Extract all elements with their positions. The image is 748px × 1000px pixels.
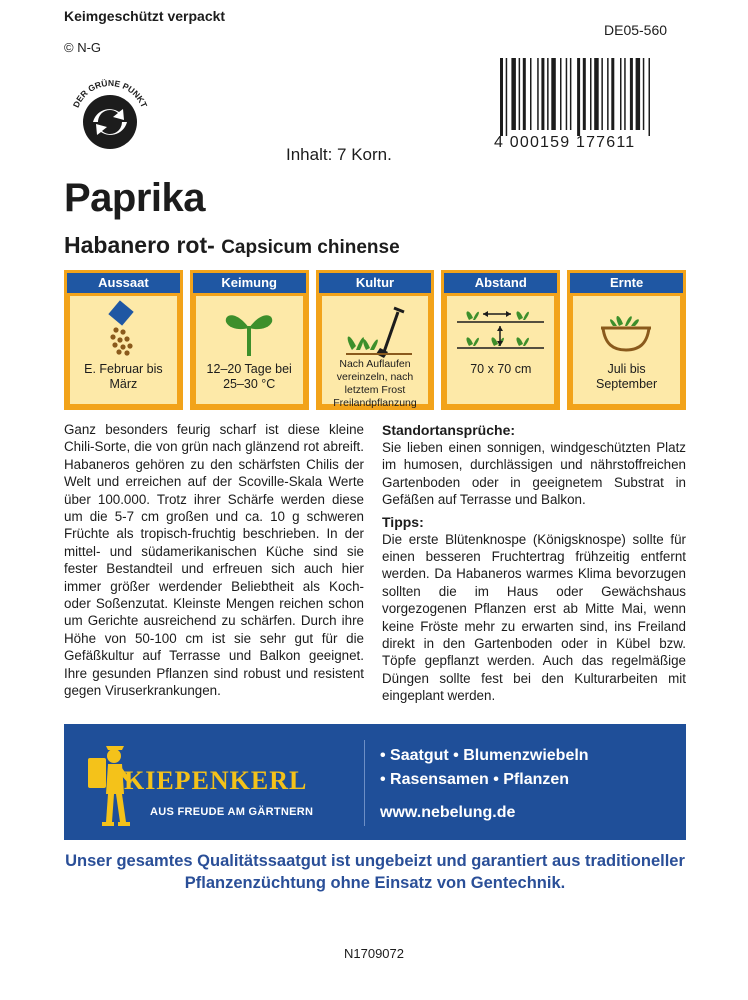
barcode-bar [630, 58, 633, 130]
stage-text: Juli bis September [596, 362, 658, 391]
recycling-logo-text: DER GRÜNE PUNKT [70, 77, 150, 110]
spade-plants-icon [322, 300, 429, 358]
location-heading: Standortansprüche: [382, 422, 516, 438]
care-instructions [382, 421, 686, 709]
location-text: Sie lieben einen sonnigen, windgeschützten Platz im humosen, durchlässigen und nährstoffreichen Gartenboden oder in geeignetem Substrat in Gefäßen auf Terrasse und Balkon. [382, 440, 686, 508]
barcode-bar [620, 58, 622, 130]
stage-label: Ernte [570, 273, 683, 293]
barcode-number: 4 000159 177611 [494, 134, 636, 151]
barcode-bar [500, 58, 503, 136]
website-link[interactable]: www.nebelung.de [380, 804, 516, 821]
barcode-bar [607, 58, 609, 130]
barcode-bar [511, 58, 516, 130]
barcode-bar [583, 58, 586, 130]
banner-divider [364, 740, 365, 826]
barcode-bar [570, 58, 572, 130]
barcode-bar [537, 58, 539, 130]
stage-abstand [441, 270, 560, 410]
barcode-bar [601, 58, 603, 130]
barcode-bar [523, 58, 526, 130]
barcode-bar [566, 58, 568, 130]
product-range [380, 744, 589, 792]
seed-packet-icon [70, 300, 177, 358]
barcode-bar [643, 58, 645, 130]
barcode-bar [560, 58, 562, 130]
content-amount: Inhalt: 7 Korn. [286, 145, 392, 164]
stage-text: E. Februar bis März [84, 362, 163, 391]
barcode-bar [590, 58, 592, 130]
latin-name: Capsicum chinense [221, 237, 400, 258]
product-range-line: • Rasensamen • Pflanzen [380, 771, 570, 788]
stage-text: Nach Auflaufen vereinzeln, nach letztem Frost Freilandpflanzung [333, 358, 417, 409]
barcode-bar [611, 58, 614, 130]
product-range-line: • Saatgut • Blumenzwiebeln [380, 747, 589, 764]
barcode-bar [624, 58, 626, 130]
stage-label: Keimung [193, 273, 306, 293]
brand-banner [64, 724, 686, 840]
quality-note: Unser gesamtes Qualitätssaatgut ist ungebeizt und garantiert aus traditioneller Pflanzenzüchtung ohne Einsatz von Gentechnik. [65, 852, 685, 892]
article-code: DE05-560 [604, 22, 668, 38]
stage-text: 12–20 Tage bei 25–30 °C [206, 362, 292, 391]
tips-heading: Tipps: [382, 513, 424, 530]
stage-keimung [190, 270, 309, 410]
product-variety [64, 232, 400, 259]
tips-text: Die erste Blütenknospe (Königsknospe) sollte für einen besseren Fruchtertrag frühzeitig entfernt werden. Da Habaneros warmes Klima bevorzugen sollten die im Haus oder Gewächshaus vorgezogenen Pflanzen erst ab Mitte Mai, wenn keine Fröste mehr zu erwarten sind, ins Freiland direkt in den Gartenboden oder in Kübel bzw. Töpfe gepflanzt werden. Auch das regelmäßige Düngen sollte fest bei den Kulturarbeiten mit eingeplant werden. [382, 531, 686, 704]
barcode-bar [636, 58, 641, 130]
barcode-bar [649, 58, 651, 136]
barcode-bar [530, 58, 532, 130]
packaging-note: Keimgeschützt verpackt [64, 8, 226, 24]
variety-name: Habanero rot- [64, 232, 215, 258]
stage-label: Kultur [319, 273, 432, 293]
description-text: Ganz besonders feurig scharf ist diese kleine Chili-Sorte, die von grün nach glänzend rot abreift. Habaneros gehören zu den schärfsten Chilis der Welt und erreichen auf der Scoville-Skala Werte über 100.000. Trotz ihrer Schärfe werden diese um die 5-7 cm großen und ca. 10 g schweren Früchte als tropisch-fruchtig beschrieben. In der mittel- und südamerikanischen Küche sind sie fester Bestandteil und erfreuen sich auch hier immer größer werdender Beliebtheit als Koch- oder Soßenzutat. Kleinste Mengen reichen schon um Gerichte ausreichend zu schärfen. Durch ihre Höhe von 50-100 cm ist sie sehr gut für die Gefäßkultur auf Terrasse und Balkon geeignet. Ihre gesunden Pflanzen sind robust und resistent gegen Viruserkrankungen. [64, 422, 364, 699]
stage-label: Aussaat [67, 273, 180, 293]
barcode-bar [541, 58, 544, 130]
barcode-bar [551, 58, 556, 130]
barcode-bar [577, 58, 580, 136]
brand-tagline: AUS FREUDE AM GÄRTNERN [150, 806, 314, 818]
harvest-basket-icon [573, 300, 680, 358]
spacing-icon [447, 300, 554, 358]
seedling-icon [196, 300, 303, 358]
product-title: Paprika [64, 176, 206, 220]
stage-ernte [567, 270, 686, 410]
barcode-bar [594, 58, 599, 130]
barcode-bar [547, 58, 549, 130]
lot-number: N1709072 [344, 946, 404, 961]
recycling-logo-icon [64, 70, 156, 162]
cultivation-stages [64, 270, 686, 410]
barcode-bar [506, 58, 508, 136]
brand-name: KIEPENKERL [124, 766, 308, 795]
stage-label: Abstand [444, 273, 557, 293]
barcode-bar [519, 58, 521, 130]
copyright: © N-G [64, 40, 102, 55]
stage-kultur [316, 270, 435, 410]
stage-text: 70 x 70 cm [470, 362, 532, 376]
stage-aussaat [64, 270, 183, 410]
